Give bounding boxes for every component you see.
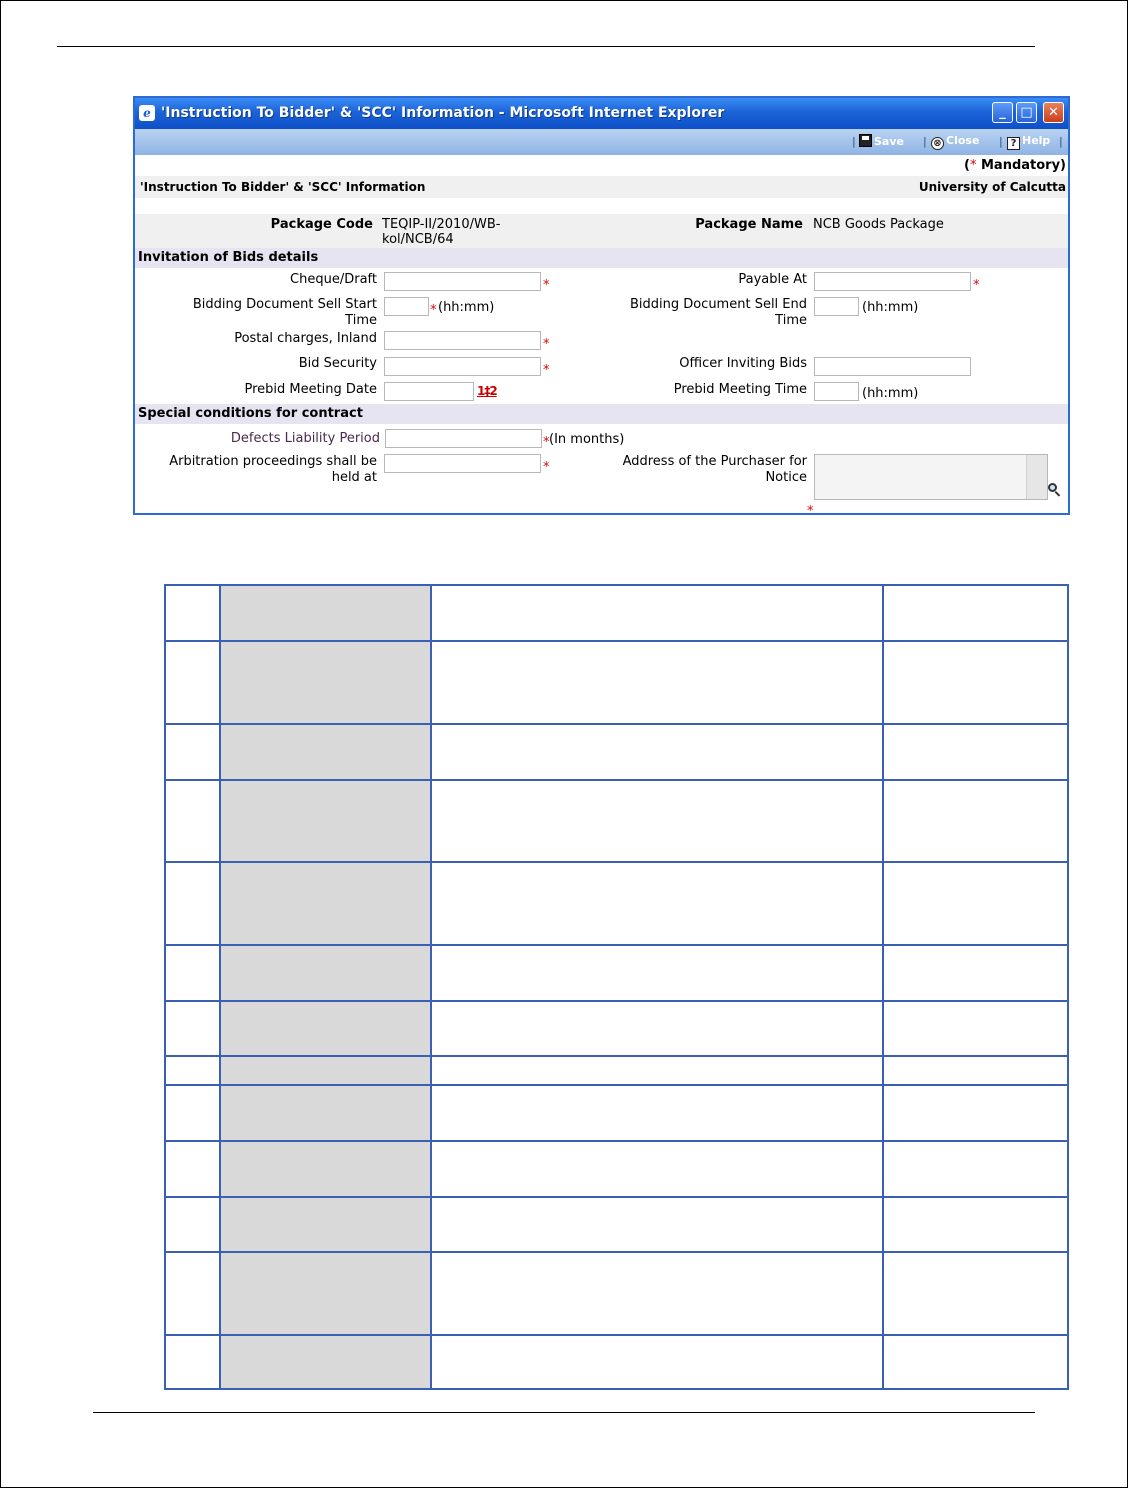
sell-start-label-line2: Time bbox=[345, 313, 377, 328]
header-rule bbox=[57, 46, 1035, 47]
toolbar-separator: | bbox=[1059, 135, 1063, 148]
time-format-hint: (hh:mm) bbox=[862, 386, 919, 401]
save-label: Save bbox=[874, 135, 904, 148]
defects-liability-input[interactable] bbox=[385, 429, 542, 448]
bid-security-input[interactable] bbox=[384, 357, 541, 376]
sell-start-label-line1: Bidding Document Sell Start bbox=[192, 297, 377, 312]
form-toolbar bbox=[135, 129, 1068, 155]
zoom-magnifier-icon[interactable] bbox=[1048, 483, 1062, 497]
package-name-label: Package Name bbox=[695, 217, 803, 232]
bid-security-label: Bid Security bbox=[298, 356, 377, 371]
time-format-hint: (hh:mm) bbox=[438, 300, 495, 315]
package-code-label: Package Code bbox=[270, 217, 373, 232]
sell-end-label-line1: Bidding Document Sell End bbox=[629, 297, 807, 312]
help-label: Help bbox=[1022, 134, 1051, 147]
table-row-divider bbox=[166, 1251, 1067, 1253]
required-marker: * bbox=[973, 278, 980, 293]
arbitration-label-line1: Arbitration proceedings shall be bbox=[169, 454, 377, 469]
required-marker: * bbox=[543, 363, 550, 378]
defects-liability-label: Defects Liability Period bbox=[230, 431, 380, 446]
purchaser-address-label-line2: Notice bbox=[765, 470, 807, 485]
package-row bbox=[135, 214, 1068, 248]
invitation-section-header: Invitation of Bids details bbox=[135, 248, 1068, 268]
table-row-divider bbox=[166, 1055, 1067, 1057]
required-marker: * bbox=[430, 303, 437, 318]
close-button[interactable] bbox=[931, 134, 979, 150]
form-title: 'Instruction To Bidder' & 'SCC' Information bbox=[140, 180, 426, 194]
table-row-divider bbox=[166, 779, 1067, 781]
time-format-hint: (hh:mm) bbox=[862, 300, 919, 315]
package-code-value-line2: kol/NCB/64 bbox=[382, 232, 454, 247]
prebid-time-label: Prebid Meeting Time bbox=[673, 382, 807, 397]
purchaser-address-label-line1: Address of the Purchaser for bbox=[622, 454, 807, 469]
arbitration-label-line2: held at bbox=[331, 470, 377, 485]
table-column-divider bbox=[219, 586, 221, 1388]
postal-charges-label: Postal charges, Inland bbox=[234, 331, 377, 346]
months-unit: (In months) bbox=[549, 432, 625, 447]
required-marker: * bbox=[543, 460, 550, 475]
save-button[interactable] bbox=[859, 134, 904, 148]
table-row-divider bbox=[166, 640, 1067, 642]
toolbar-separator: | bbox=[999, 135, 1003, 148]
arbitration-venue-input[interactable] bbox=[384, 454, 541, 473]
required-marker: * bbox=[543, 337, 550, 352]
required-marker: * bbox=[543, 278, 550, 293]
help-icon: ? bbox=[1007, 137, 1020, 150]
toolbar-separator: | bbox=[852, 135, 856, 148]
table-row-divider bbox=[166, 1196, 1067, 1198]
table-row-divider bbox=[166, 861, 1067, 863]
institution-name: University of Calcutta bbox=[918, 180, 1066, 194]
table-row-divider bbox=[166, 1334, 1067, 1336]
required-marker: * bbox=[807, 504, 814, 519]
required-marker: * bbox=[543, 435, 550, 450]
textarea-scrollbar[interactable] bbox=[1026, 455, 1047, 499]
shaded-column bbox=[221, 586, 431, 1388]
officer-inviting-input[interactable] bbox=[814, 357, 971, 376]
special-conditions-section-header: Special conditions for contract bbox=[135, 404, 1068, 424]
table-row-divider bbox=[166, 1000, 1067, 1002]
form-info-bar bbox=[135, 176, 1068, 198]
postal-charges-input[interactable] bbox=[384, 331, 541, 350]
close-window-button[interactable]: ✕ bbox=[1043, 102, 1064, 123]
mandatory-legend: (* Mandatory) bbox=[964, 158, 1066, 173]
table-row-divider bbox=[166, 1084, 1067, 1086]
package-name-value: NCB Goods Package bbox=[813, 217, 944, 232]
table-row-divider bbox=[166, 723, 1067, 725]
toolbar-separator: | bbox=[923, 135, 927, 148]
table-column-divider bbox=[882, 586, 884, 1388]
table-row-divider bbox=[166, 944, 1067, 946]
purchaser-address-textarea[interactable] bbox=[814, 454, 1048, 500]
table-row-divider bbox=[166, 1140, 1067, 1142]
required-marker: * bbox=[969, 158, 977, 173]
empty-data-table bbox=[164, 584, 1069, 1390]
browser-window bbox=[133, 96, 1070, 519]
prebid-date-input[interactable] bbox=[384, 382, 474, 401]
close-icon: ⊗ bbox=[931, 137, 944, 150]
sell-start-time-input[interactable] bbox=[384, 297, 429, 316]
save-icon bbox=[859, 134, 872, 147]
help-button[interactable] bbox=[1007, 134, 1050, 150]
sell-end-label-line2: Time bbox=[775, 313, 807, 328]
window-title: 'Instruction To Bidder' & 'SCC' Information - Microsoft Internet Explorer bbox=[161, 105, 725, 121]
minimize-button[interactable]: _ bbox=[992, 102, 1013, 123]
internet-explorer-icon: e bbox=[139, 105, 155, 121]
package-code-value-line1: TEQIP-II/2010/WB- bbox=[382, 217, 501, 232]
table-column-divider bbox=[430, 586, 432, 1388]
officer-inviting-label: Officer Inviting Bids bbox=[679, 356, 807, 371]
payable-at-label: Payable At bbox=[738, 272, 807, 287]
maximize-button[interactable]: □ bbox=[1016, 102, 1037, 123]
payable-at-input[interactable] bbox=[814, 272, 971, 291]
footer-rule bbox=[93, 1412, 1035, 1413]
sell-end-time-input[interactable] bbox=[814, 297, 859, 316]
cheque-draft-input[interactable] bbox=[384, 272, 541, 291]
calendar-icon[interactable]: 1‡2 bbox=[477, 384, 497, 398]
cheque-draft-label: Cheque/Draft bbox=[290, 272, 377, 287]
title-bar[interactable] bbox=[135, 98, 1068, 129]
close-label: Close bbox=[946, 134, 980, 147]
prebid-date-label: Prebid Meeting Date bbox=[244, 382, 377, 397]
prebid-time-input[interactable] bbox=[814, 382, 859, 401]
